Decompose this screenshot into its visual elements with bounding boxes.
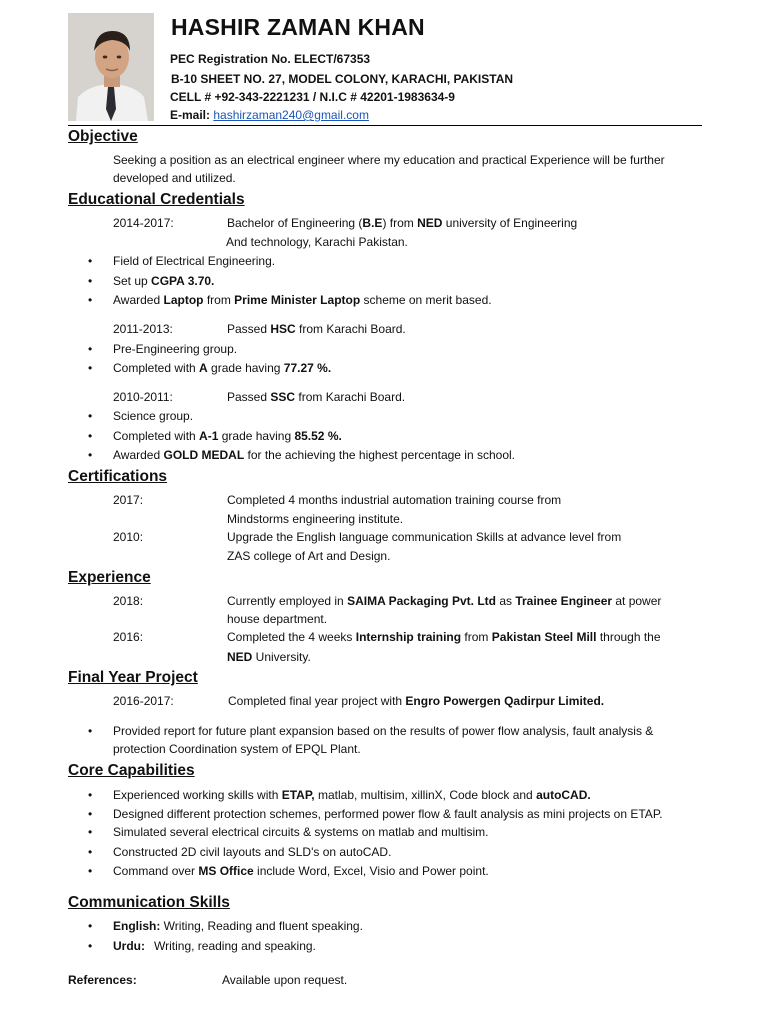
cert-1-line-2: Mindstorms engineering institute. bbox=[227, 512, 404, 526]
section-title-certifications: Certifications bbox=[68, 468, 168, 485]
contact-numbers: CELL # +92-343-2221231 / N.I.C # 42201-1983634-9 bbox=[170, 90, 455, 104]
cert-1-line-1: Completed 4 months industrial automation training course from bbox=[227, 493, 562, 507]
profile-photo bbox=[68, 13, 154, 121]
resume-page: HASHIR ZAMAN KHAN PEC Registration No. ELECT/67353 B-10 SHEET NO. 27, MODEL COLONY, KARACHI, PAKISTAN CELL # +92-343-2221231 / N.I.C # 42201-1983634-9 E-mail: hashirzaman240@gmail.com Objective Seeking a position as an electrical engineer where my education and practical Experience will be further developed and utilized. Educational Credentials 2014-2017: Bachelor of Engineering (B.E) from NED university of Engineering And technology, Karachi Pakistan. Field of Electrical Engineering. Set up CGPA 3.70. Awarded Laptop from Prime Minister Laptop scheme on merit based. 2011-2013: Passed HSC from Karachi Board. Pre-Engineering group. Completed with A grade having 77.27 %. 2010-2011: Passed SSC from Karachi Board. Science group. Completed with A-1 grade having 85.52 %. Awarded GOLD MEDAL for the achieving the highest percentage in school. Certifications 2017: Completed 4 months industrial automation training course from Mindstorms engineering institute. 2010: Upgrade the English language communication Skills at advance level from ZAS college of Art and Design. Experience 2018: Currently employed in SAIMA Packaging Pvt. Ltd as Trainee Engineer at power house department. 2016: Completed the 4 weeks Internship training from Pakistan Steel Mill through the NED University. Final Year Project 2016-2017: Completed final year project with Engro Powergen Qadirpur Limited. Provided report for future plant expansion based on the results of power flow analysis, fault analysis & protection Coordination system of EPQL Plant. Core Capabilities Experienced working skills with ETAP, matlab, multisim, xillinX, Code block and autoCAD. Designed different protection schemes, performed power flow & fault analysis as mini projects on ETAP. Simulated several electrical circuits & systems on matlab and multisim. Constructed 2D civil layouts and SLD's on autoCAD. Command over MS Office include Word, Excel, Visio and Power point. Communication Skills English: Writing, Reading and fluent speaking. Urdu: Writing, reading and speaking. References: Available upon request. bbox=[0, 0, 768, 1024]
references-value: Available upon request. bbox=[222, 973, 348, 987]
email-label: E-mail: bbox=[170, 108, 211, 122]
cert-1-year: 2017: bbox=[113, 493, 144, 507]
cert-2-line-1: Upgrade the English language communication Skills at advance level from bbox=[227, 530, 622, 544]
edu-3-desc: Passed SSC from Karachi Board. bbox=[227, 390, 406, 404]
section-title-fyp: Final Year Project bbox=[68, 669, 198, 686]
cert-2-year: 2010: bbox=[113, 530, 144, 544]
objective-line-2: developed and utilized. bbox=[113, 171, 236, 185]
exp-2-line-2: NED University. bbox=[227, 650, 311, 664]
exp-1-year: 2018: bbox=[113, 594, 144, 608]
edu-2-year: 2011-2013: bbox=[113, 322, 173, 336]
edu-3-year: 2010-2011: bbox=[113, 390, 173, 404]
objective-line-1: Seeking a position as an electrical engineer where my education and practical Experience will be further bbox=[113, 153, 665, 167]
section-title-education: Educational Credentials bbox=[68, 191, 245, 208]
address: B-10 SHEET NO. 27, MODEL COLONY, KARACHI, PAKISTAN bbox=[171, 72, 514, 86]
exp-1-line-1: Currently employed in SAIMA Packaging Pvt. Ltd as Trainee Engineer at power bbox=[227, 594, 662, 608]
section-title-communication: Communication Skills bbox=[68, 894, 230, 911]
edu-1-degree: Bachelor of Engineering (B.E) from NED university of Engineering bbox=[227, 216, 578, 230]
email-link[interactable]: hashirzaman240@gmail.com bbox=[213, 108, 369, 122]
exp-1-line-2: house department. bbox=[227, 612, 328, 626]
email-line bbox=[170, 107, 369, 123]
section-title-experience: Experience bbox=[68, 569, 151, 586]
fyp-desc: Completed final year project with Engro Powergen Qadirpur Limited. bbox=[228, 694, 605, 708]
fyp-year: 2016-2017: bbox=[113, 694, 174, 708]
exp-2-year: 2016: bbox=[113, 630, 144, 644]
cert-2-line-2: ZAS college of Art and Design. bbox=[227, 549, 391, 563]
section-title-core-capabilities: Core Capabilities bbox=[68, 762, 195, 779]
pec-registration: PEC Registration No. ELECT/67353 bbox=[170, 52, 371, 66]
section-title-objective: Objective bbox=[68, 128, 138, 145]
references-label: References: bbox=[68, 973, 137, 987]
header-divider bbox=[68, 125, 702, 126]
exp-2-line-1: Completed the 4 weeks Internship training from Pakistan Steel Mill through the bbox=[227, 630, 661, 644]
edu-2-desc: Passed HSC from Karachi Board. bbox=[227, 322, 406, 336]
candidate-name: HASHIR ZAMAN KHAN bbox=[171, 14, 425, 40]
edu-1-degree-line-2: And technology, Karachi Pakistan. bbox=[226, 235, 408, 249]
fyp-bullet-continued: protection Coordination system of EPQL Plant. bbox=[113, 742, 361, 756]
edu-1-year: 2014-2017: bbox=[113, 216, 174, 230]
